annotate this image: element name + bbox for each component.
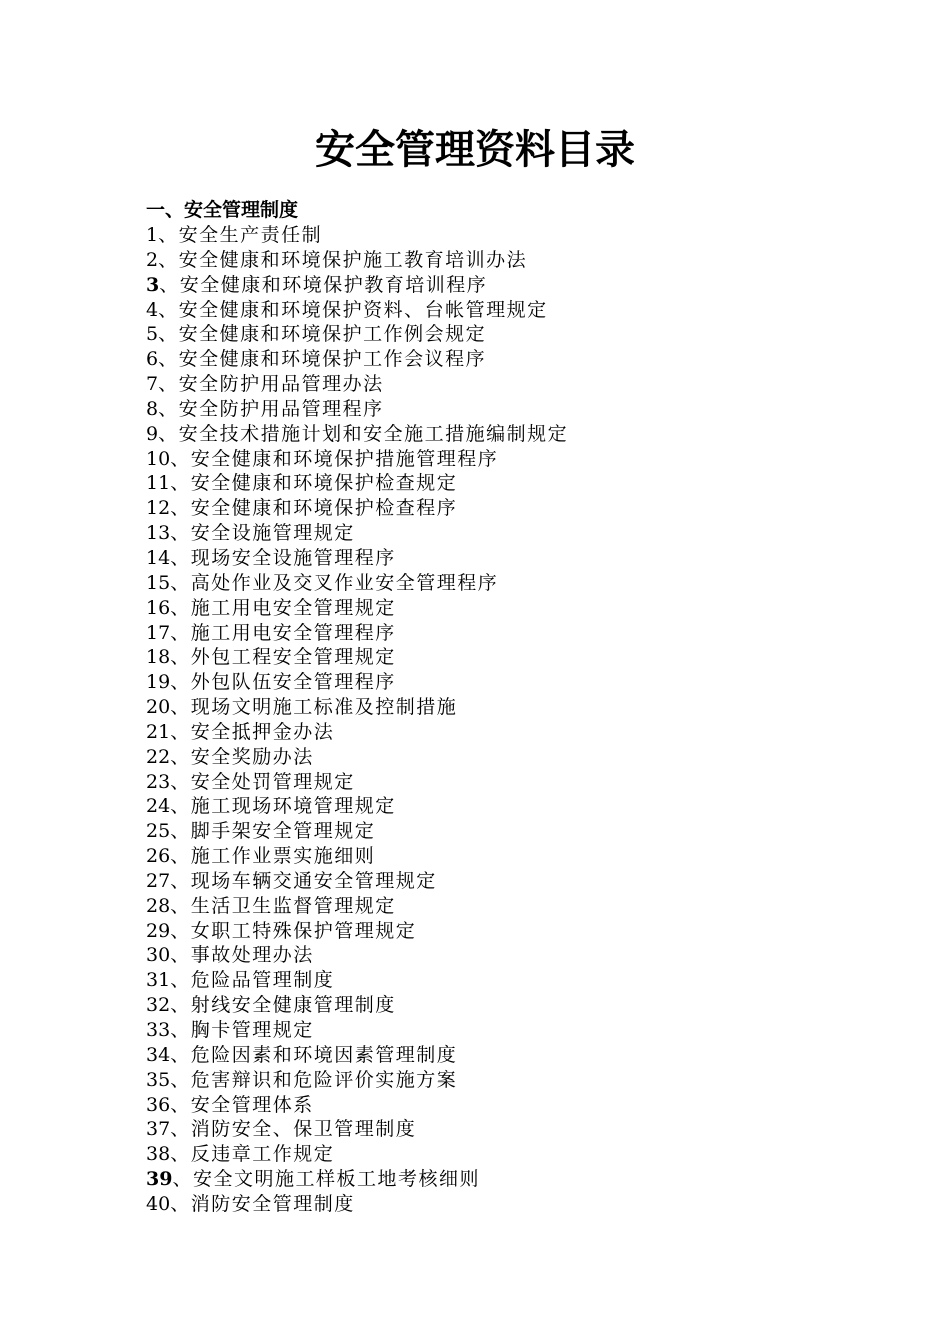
item-number: 29	[146, 919, 171, 942]
item-separator: 、	[170, 894, 191, 917]
list-item	[146, 794, 846, 819]
item-number: 36	[146, 1093, 171, 1116]
item-separator: 、	[170, 546, 191, 569]
item-separator: 、	[170, 1043, 191, 1066]
list-item	[146, 943, 846, 968]
item-separator: 、	[159, 273, 180, 296]
list-item	[146, 447, 846, 472]
item-separator: 、	[170, 671, 191, 694]
item-text: 现场安全设施管理程序	[190, 546, 396, 569]
item-text: 安全管理体系	[190, 1093, 314, 1116]
list-item	[146, 372, 846, 397]
list-item	[146, 596, 846, 621]
item-number: 1	[146, 224, 159, 246]
item-text: 安全抵押金办法	[190, 720, 335, 743]
item-text: 安全防护用品管理程序	[178, 397, 384, 420]
item-number: 11	[146, 472, 171, 495]
item-text: 安全健康和环境保护教育培训程序	[179, 273, 488, 296]
list-item	[146, 1167, 846, 1192]
item-text: 安全处罚管理规定	[190, 770, 355, 793]
item-text: 安全健康和环境保护资料、台帐管理规定	[178, 298, 548, 321]
list-item	[146, 1117, 846, 1142]
item-number: 16	[146, 596, 171, 619]
item-text: 事故处理办法	[190, 944, 314, 967]
item-number: 39	[146, 1168, 173, 1191]
item-number: 30	[146, 944, 171, 967]
item-number: 23	[146, 770, 171, 793]
item-separator: 、	[170, 1192, 191, 1215]
item-separator: 、	[170, 1118, 191, 1141]
item-separator: 、	[170, 621, 191, 644]
item-text: 危险因素和环境因素管理制度	[190, 1043, 458, 1066]
item-separator: 、	[170, 596, 191, 619]
list-item	[146, 770, 846, 795]
item-text: 危害辩识和危险评价实施方案	[190, 1068, 458, 1091]
item-number: 12	[146, 497, 171, 520]
item-text: 安全文明施工样板工地考核细则	[192, 1168, 480, 1191]
item-number: 9	[146, 422, 159, 445]
item-number: 13	[146, 522, 171, 545]
item-number: 5	[146, 323, 159, 346]
item-text: 高处作业及交叉作业安全管理程序	[190, 571, 499, 594]
item-number: 38	[146, 1143, 171, 1166]
item-separator: 、	[170, 869, 191, 892]
item-text: 安全健康和环境保护工作会议程序	[178, 348, 487, 371]
item-number: 35	[146, 1068, 171, 1091]
page-title: 安全管理资料目录	[315, 127, 635, 173]
item-separator: 、	[170, 994, 191, 1017]
list-item	[146, 1068, 846, 1093]
list-item	[146, 1192, 846, 1217]
list-item	[146, 919, 846, 944]
item-separator: 、	[170, 1093, 191, 1116]
item-separator: 、	[170, 497, 191, 520]
list-item	[146, 397, 846, 422]
item-number: 21	[146, 720, 171, 743]
item-number: 10	[146, 447, 171, 470]
item-separator: 、	[158, 397, 179, 420]
item-number: 40	[146, 1192, 171, 1215]
item-separator: 、	[170, 745, 191, 768]
item-separator: 、	[170, 1068, 191, 1091]
item-number: 19	[146, 671, 171, 694]
item-number: 6	[146, 348, 159, 371]
list-item	[146, 968, 846, 993]
item-separator: 、	[170, 1143, 191, 1166]
item-text: 女职工特殊保护管理规定	[190, 919, 417, 942]
list-item	[146, 273, 846, 298]
item-separator: 、	[158, 224, 179, 246]
list-item	[146, 1142, 846, 1167]
list-item	[146, 819, 846, 844]
item-separator: 、	[158, 248, 179, 271]
item-text: 消防安全、保卫管理制度	[190, 1118, 417, 1141]
list-item	[146, 720, 846, 745]
item-separator: 、	[170, 770, 191, 793]
list-item	[146, 670, 846, 695]
item-text: 施工用电安全管理程序	[190, 621, 396, 644]
item-text: 安全奖励办法	[190, 745, 314, 768]
list-item	[146, 695, 846, 720]
item-text: 外包队伍安全管理程序	[190, 671, 396, 694]
list-item	[146, 322, 846, 347]
list-item	[146, 546, 846, 571]
item-number: 15	[146, 571, 171, 594]
item-text: 外包工程安全管理规定	[190, 646, 396, 669]
list-item	[146, 844, 846, 869]
item-number: 26	[146, 845, 171, 868]
item-text: 施工作业票实施细则	[190, 845, 376, 868]
list-item	[146, 422, 846, 447]
item-text: 安全生产责任制	[178, 224, 323, 246]
item-number: 2	[146, 248, 159, 271]
item-separator: 、	[158, 348, 179, 371]
list-item	[146, 894, 846, 919]
list-item	[146, 223, 846, 248]
item-number: 28	[146, 894, 171, 917]
item-separator: 、	[170, 795, 191, 818]
item-number: 4	[146, 298, 159, 321]
toc-list	[146, 223, 846, 1217]
item-text: 安全健康和环境保护措施管理程序	[190, 447, 499, 470]
item-text: 安全防护用品管理办法	[178, 373, 384, 396]
item-text: 安全设施管理规定	[190, 522, 355, 545]
list-item	[146, 248, 846, 273]
list-item	[146, 869, 846, 894]
item-separator: 、	[170, 522, 191, 545]
list-item	[146, 298, 846, 323]
item-text: 脚手架安全管理规定	[190, 820, 376, 843]
item-separator: 、	[170, 1019, 191, 1041]
item-number: 27	[146, 869, 171, 892]
item-separator: 、	[170, 720, 191, 743]
item-separator: 、	[158, 298, 179, 321]
item-number: 32	[146, 994, 171, 1017]
item-number: 3	[146, 273, 160, 296]
item-separator: 、	[170, 845, 191, 868]
item-separator: 、	[170, 472, 191, 495]
item-number: 8	[146, 397, 159, 420]
item-separator: 、	[170, 820, 191, 843]
table-of-contents	[146, 198, 846, 1217]
item-number: 31	[146, 969, 171, 992]
item-number: 17	[146, 621, 171, 644]
item-number: 7	[146, 373, 159, 396]
item-text: 现场车辆交通安全管理规定	[190, 869, 437, 892]
item-text: 胸卡管理规定	[190, 1019, 314, 1041]
item-number: 25	[146, 820, 171, 843]
list-item	[146, 521, 846, 546]
item-text: 安全技术措施计划和安全施工措施编制规定	[178, 422, 569, 445]
item-text: 危险品管理制度	[190, 969, 335, 992]
item-separator: 、	[170, 696, 191, 719]
item-number: 24	[146, 795, 171, 818]
list-item	[146, 645, 846, 670]
item-text: 施工现场环境管理规定	[190, 795, 396, 818]
list-item	[146, 1093, 846, 1118]
item-text: 射线安全健康管理制度	[190, 994, 396, 1017]
item-separator: 、	[172, 1168, 193, 1191]
list-item	[146, 745, 846, 770]
item-separator: 、	[170, 919, 191, 942]
list-item	[146, 1043, 846, 1068]
item-separator: 、	[158, 373, 179, 396]
item-number: 18	[146, 646, 171, 669]
list-item	[146, 496, 846, 521]
list-item	[146, 1018, 846, 1043]
item-text: 生活卫生监督管理规定	[190, 894, 396, 917]
item-text: 现场文明施工标准及控制措施	[190, 696, 458, 719]
item-separator: 、	[170, 944, 191, 967]
list-item	[146, 471, 846, 496]
item-separator: 、	[170, 571, 191, 594]
list-item	[146, 571, 846, 596]
item-number: 33	[146, 1019, 171, 1041]
item-text: 消防安全管理制度	[190, 1192, 355, 1215]
section-heading: 一、安全管理制度	[146, 199, 299, 221]
item-number: 22	[146, 745, 171, 768]
item-text: 安全健康和环境保护检查程序	[190, 497, 458, 520]
list-item	[146, 347, 846, 372]
item-number: 34	[146, 1043, 171, 1066]
item-number: 14	[146, 546, 171, 569]
item-text: 反违章工作规定	[190, 1143, 335, 1166]
item-number: 37	[146, 1118, 171, 1141]
item-separator: 、	[158, 422, 179, 445]
item-separator: 、	[170, 646, 191, 669]
item-number: 20	[146, 696, 171, 719]
item-separator: 、	[170, 969, 191, 992]
item-text: 安全健康和环境保护施工教育培训办法	[178, 248, 528, 271]
item-text: 施工用电安全管理规定	[190, 596, 396, 619]
item-separator: 、	[170, 447, 191, 470]
item-text: 安全健康和环境保护工作例会规定	[178, 323, 487, 346]
list-item	[146, 993, 846, 1018]
item-separator: 、	[158, 323, 179, 346]
list-item	[146, 621, 846, 646]
item-text: 安全健康和环境保护检查规定	[190, 472, 458, 495]
